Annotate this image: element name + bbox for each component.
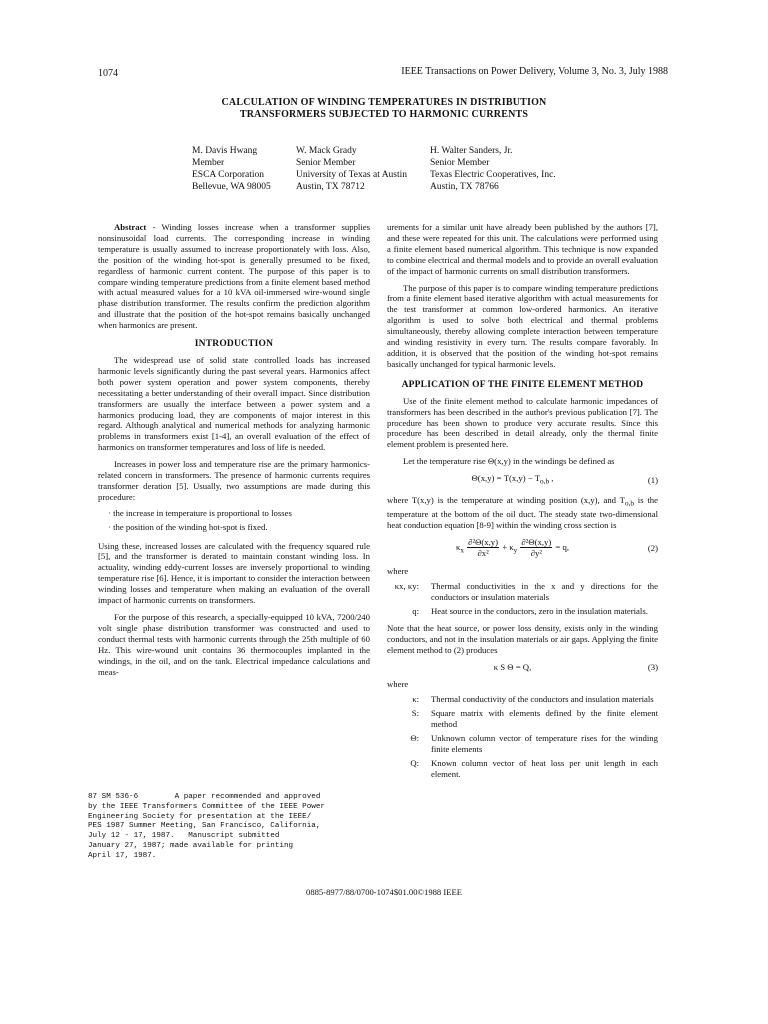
- author-grade: Senior Member: [296, 158, 356, 168]
- journal-header: IEEE Transactions on Power Delivery, Volume 3, No. 3, July 1988: [401, 66, 668, 77]
- author-name: W. Mack Grady: [296, 146, 357, 156]
- definitions-2: [387, 694, 658, 779]
- page-number: 1074: [98, 68, 118, 79]
- definition-text: Thermal conductivity of the conductors and insulation materials: [431, 694, 654, 705]
- definition-symbol: Q:: [410, 757, 419, 768]
- equation-2-number: (2): [647, 542, 658, 553]
- definition-symbol: κx, κy:: [394, 581, 419, 592]
- definition-symbol: q:: [412, 605, 419, 616]
- assumption-bullet-1: · the increase in temperature is proportional to losses: [108, 507, 292, 518]
- intro-paragraph-3: Using these, increased losses are calculated with the frequency squared rule [5], and the transformer is derated to maintain constant winding loss. In actuality, winding eddy-current losses are inversely proportional to winding temperature rise [6]. Hence, it is important to consider the interaction between winding losses and temperature when making an evaluation of the overall impact of harmonic currents on transformers.: [98, 540, 370, 606]
- intro-paragraph-2: Increases in power loss and temperature rise are the primary harmonics-related concern in transformers. The presence of harmonic currents requires transformer deration [5]. Usually, two assumptions are made during this procedure:: [98, 459, 370, 502]
- equation-1: [387, 473, 658, 488]
- author-name: H. Walter Sanders, Jr.: [430, 146, 513, 156]
- equation-2: [387, 537, 658, 559]
- author-address: Austin, TX 78712: [296, 182, 365, 192]
- definitions-1: [387, 581, 658, 617]
- author-block-1: [192, 145, 271, 193]
- author-block-3: [430, 145, 556, 193]
- equation-1-body: $\Theta(x,y) = T(x,y) - T_{o,b}$ ,: [471, 473, 554, 486]
- left-column: [98, 222, 370, 677]
- equation-3-body: κ S Θ = Q,: [493, 661, 532, 672]
- definition-text: Known column vector of heat loss per unit length in each element.: [431, 757, 658, 779]
- author-name: M. Davis Hwang: [192, 146, 258, 156]
- title-line-2: TRANSFORMERS SUBJECTED TO HARMONIC CURRENTS: [239, 109, 529, 120]
- abstract-text: - Winding losses increase when a transformer supplies nonsinusoidal load currents. The corresponding increase in winding temperature is usually assumed to increase proportionately with loss. Also, the position of the winding hot-spot is generally presumed to be fixed, regardless of harmonic current content. The purpose of this paper is to compare winding temperature predictions from a finite element based method with actual measured values for a 10 kVA oil-immersed wire-wound single phase distribution transformer. The results confirm the prediction algorithm and illustrate that the position of the hot-spot remains basically unchanged when harmonics are present.: [98, 222, 370, 331]
- equation-3-number: (3): [647, 661, 658, 672]
- definition-symbol: κ:: [412, 694, 419, 705]
- definition-symbol: Θ:: [410, 733, 419, 744]
- right-paragraph-1: urements for a similar unit have already been published by the authors [7], and these were repeated for this unit. The calculations were performed using a finite element based numerical algorithm. This technique is now expanded to combine electrical and thermal models and to provide an overall evaluation of the impact of harmonic currents on small distribution transformers.: [387, 222, 658, 276]
- fraction-x: $\frac{\text{∂²Θ(x,y)}}{\text{∂x²}}$: [468, 537, 498, 559]
- author-grade: Senior Member: [430, 158, 490, 168]
- abstract: [98, 222, 370, 331]
- where-label-1: where: [387, 566, 409, 577]
- where-label-2: where: [387, 679, 409, 690]
- definition-text: Unknown column vector of temperature rises for the winding finite elements: [431, 733, 658, 754]
- equation-1-number: (1): [647, 474, 658, 485]
- author-block-2: [296, 145, 407, 193]
- author-address: Bellevue, WA 98005: [192, 182, 271, 192]
- intro-paragraph-4: For the purpose of this research, a specially-equipped 10 kVA, 7200/240 volt single phase distribution transformer was constructed and used to conduct thermal tests with harmonic currents through the 25th multiple of 60 Hz. This wire-wound unit contains 36 thermocouples implanted in the windings, in the oil, and on the tank. Electrical impedance calculations and meas-: [98, 612, 370, 677]
- definition-text: Thermal conductivities in the x and y directions for the conductors or insulation materials: [431, 581, 658, 603]
- fraction-y: $\frac{\text{∂²Θ(x,y)}}{\text{∂y²}}$: [521, 537, 552, 559]
- author-grade: Member: [192, 158, 225, 168]
- fem-paragraph-4: Note that the heat source, or power loss density, exists only in the winding conductors, and not in the insulation materials or air gaps. Applying the finite element method to (2) produces: [387, 622, 658, 655]
- right-paragraph-2: The purpose of this paper is to compare winding temperature predictions from a finite element based iterative algorithm with actual measurements for the test transformer at common low-ordered harmonics. An iterative algorithm is used to solve both electrical and thermal problems simultaneously, thereby allowing complete interaction between temperature and winding resistivity in every turn. The results compare favorably. In addition, it is observed that the position of the winding hot-spot remains basically unchanged for typical harmonic levels.: [387, 282, 658, 369]
- fem-heading: APPLICATION OF THE FINITE ELEMENT METHOD: [401, 379, 644, 390]
- fem-paragraph-2: Let the temperature rise Θ(x,y) in the windings be defined as: [403, 456, 615, 467]
- fem-paragraph-1: Use of the finite element method to calculate harmonic impedances of transformers has been described in the author's previous publication [7]. The procedure has been shown to produce very accurate results. Since this procedure has been described in detail already, only the thermal finite element problem is presented here.: [387, 395, 658, 450]
- title-line-1: CALCULATION OF WINDING TEMPERATURES IN DISTRIBUTION: [221, 97, 547, 108]
- submission-note: 87 SM 536-6 A paper recommended and approved by the IEEE Transformers Committee of the IEEE Power Engineering Society for presentation at the IEEE/ PES 1987 Summer Meeting, San Francisco, California, July 12 - 17, 1987. Manuscript submitted January 27, 1987; made available for printing April 17, 1987.: [88, 793, 325, 860]
- definition-text: Square matrix with elements defined by the finite element method: [431, 708, 658, 730]
- copyright-footer: 0885-8977/88/0700-1074$01.00©1988 IEEE: [306, 887, 462, 897]
- right-column: [387, 222, 658, 786]
- paper-title: [0, 97, 768, 121]
- author-address: Austin, TX 78766: [430, 182, 499, 192]
- assumption-bullet-2: · the position of the winding hot-spot is fixed.: [108, 521, 268, 532]
- definition-text: Heat source in the conductors, zero in the insulation materials.: [431, 605, 648, 616]
- equation-3: [387, 662, 658, 673]
- author-org: Texas Electric Cooperatives, Inc.: [430, 170, 556, 180]
- introduction-heading: INTRODUCTION: [194, 339, 274, 350]
- fem-paragraph-3: where T(x,y) is the temperature at winding position (x,y), and $T_{o,b}$ is the temperature at the bottom of the oil duct. The steady state two-dimensional heat conduction equation [8-9] within the winding cross section is: [387, 494, 658, 531]
- author-org: ESCA Corporation: [192, 170, 265, 180]
- definition-symbol: S:: [411, 708, 419, 719]
- author-org: University of Texas at Austin: [296, 170, 408, 180]
- intro-paragraph-1: The widespread use of solid state controlled loads has increased harmonic levels significantly during the past several years. Harmonics affect both power system operation and power system components, thereby necessitating a better understanding of their overall impact. Since distribution transformers are usually the interface between a power system and a harmonics producing load, they are components of major interest in this regard. Although analytical and numerical methods for analyzing harmonic problems in transformers exist [1-4], an overall evaluation of the effect of harmonics on transformer temperatures and loss of life is needed.: [98, 354, 370, 453]
- equation-2-body: $\kappa_x$ $\frac{\text{∂²Θ(x,y)}}{\text{∂x²}}$ + $\kappa_y$ $\frac{\text{∂²Θ(x,y)}}{\text{∂y²}}$ = q,: [455, 537, 570, 559]
- abstract-label: Abstract: [114, 222, 147, 232]
